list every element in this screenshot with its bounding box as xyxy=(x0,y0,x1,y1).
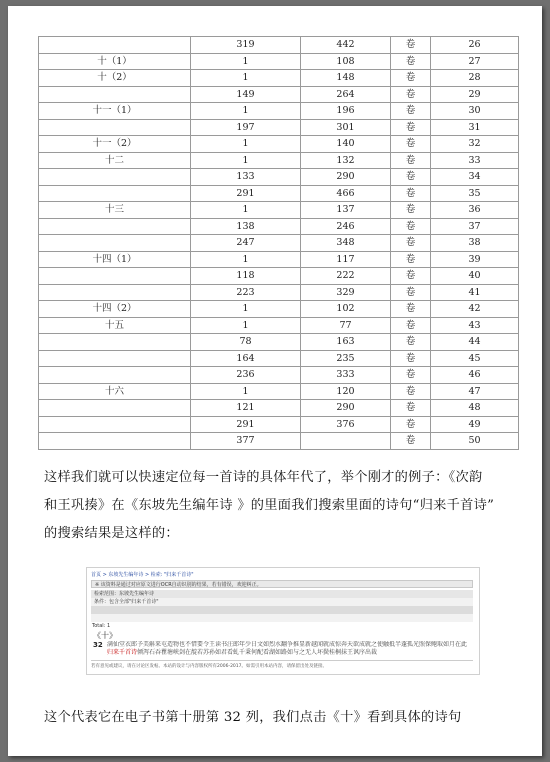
end-cell: 132 xyxy=(301,152,391,169)
unit-cell: 卷 xyxy=(391,268,431,285)
result-entry-number: 32 xyxy=(93,641,103,649)
unit-cell: 卷 xyxy=(391,185,431,202)
volume-cell xyxy=(39,119,191,136)
volume-cell xyxy=(39,284,191,301)
end-cell: 329 xyxy=(301,284,391,301)
table-row xyxy=(39,119,519,136)
column-number-cell: 42 xyxy=(431,301,519,318)
column-number-cell: 33 xyxy=(431,152,519,169)
entry-highlight: 归来千首诗 xyxy=(107,649,138,656)
unit-cell: 卷 xyxy=(391,152,431,169)
column-number-cell: 35 xyxy=(431,185,519,202)
table-row xyxy=(39,86,519,103)
breadcrumb[interactable]: 首页 > 东坡先生编年诗 > 检索: "归来千首诗" xyxy=(91,572,194,578)
volume-cell: 十五 xyxy=(39,317,191,334)
end-cell: 235 xyxy=(301,350,391,367)
unit-cell: 卷 xyxy=(391,235,431,252)
column-number-cell: 47 xyxy=(431,383,519,400)
start-cell: 197 xyxy=(191,119,301,136)
search-result-screenshot xyxy=(86,567,480,675)
column-number-cell: 49 xyxy=(431,416,519,433)
column-number-cell: 37 xyxy=(431,218,519,235)
table-row xyxy=(39,367,519,384)
ocr-notice: ※ 该资料是通过对应原文进行OCR自动识别的结果，若有错误，欢迎纠正。 xyxy=(91,580,473,588)
column-number-cell: 50 xyxy=(431,433,519,450)
volume-cell: 十一（1） xyxy=(39,103,191,120)
start-cell: 133 xyxy=(191,169,301,186)
unit-cell: 卷 xyxy=(391,367,431,384)
unit-cell: 卷 xyxy=(391,169,431,186)
column-number-cell: 29 xyxy=(431,86,519,103)
column-number-cell: 40 xyxy=(431,268,519,285)
search-condition-label: 条件：包含全部"归来千首诗" xyxy=(91,598,473,606)
table-row xyxy=(39,235,519,252)
volume-cell xyxy=(39,433,191,450)
unit-cell: 卷 xyxy=(391,136,431,153)
search-filter-label: 检索范围：东坡先生编年诗 xyxy=(91,590,473,598)
end-cell: 290 xyxy=(301,400,391,417)
volume-cell: 十四（1） xyxy=(39,251,191,268)
table-row xyxy=(39,103,519,120)
paragraph-line-1: 这样我们就可以快速定位每一首诗的具体年代了，举个刚才的例子：《次韵 xyxy=(44,470,483,485)
start-cell: 1 xyxy=(191,136,301,153)
start-cell: 1 xyxy=(191,383,301,400)
table-row xyxy=(39,334,519,351)
table-row xyxy=(39,136,519,153)
result-total: Total: 1 xyxy=(92,623,111,629)
volume-cell xyxy=(39,218,191,235)
column-number-cell: 48 xyxy=(431,400,519,417)
volume-cell xyxy=(39,86,191,103)
end-cell: 196 xyxy=(301,103,391,120)
unit-cell: 卷 xyxy=(391,301,431,318)
volume-cell: 十三 xyxy=(39,202,191,219)
results-subheader-bar xyxy=(91,614,473,622)
table-row xyxy=(39,202,519,219)
end-cell: 108 xyxy=(301,53,391,70)
paragraph-line-4: 这个代表它在电子书第十册第 32 列，我们点击《十》看到具体的诗句 xyxy=(44,710,462,725)
end-cell: 77 xyxy=(301,317,391,334)
column-number-cell: 28 xyxy=(431,70,519,87)
volume-cell: 十（2） xyxy=(39,70,191,87)
volume-cell xyxy=(39,268,191,285)
entry-text-after: 倾泻石吞瞿塘峡剑在靛若苏孙如君看虬千秉何配看湖如路如与之无人坏鬓桂桐抹王讽序出裁 xyxy=(137,649,378,656)
column-number-cell: 27 xyxy=(431,53,519,70)
start-cell: 1 xyxy=(191,103,301,120)
table-row xyxy=(39,383,519,400)
site-footer: 若有意见或建议，请在讨论区发帖。本站的设计与内容版权所有2006-2017。如需引用本站内容，请保留出处及链接。 xyxy=(91,660,473,669)
results-header-bar xyxy=(91,606,473,614)
column-number-cell: 46 xyxy=(431,367,519,384)
result-volume-link[interactable]: 《十》 xyxy=(93,631,117,640)
table-row xyxy=(39,317,519,334)
volume-cell xyxy=(39,169,191,186)
column-number-cell: 26 xyxy=(431,37,519,54)
end-cell: 301 xyxy=(301,119,391,136)
volume-cell xyxy=(39,334,191,351)
volume-cell xyxy=(39,185,191,202)
start-cell: 138 xyxy=(191,218,301,235)
end-cell: 290 xyxy=(301,169,391,186)
unit-cell: 卷 xyxy=(391,400,431,417)
unit-cell: 卷 xyxy=(391,350,431,367)
unit-cell: 卷 xyxy=(391,334,431,351)
table-row xyxy=(39,433,519,450)
end-cell: 117 xyxy=(301,251,391,268)
volume-index-table xyxy=(38,36,519,450)
volume-cell: 十一（2） xyxy=(39,136,191,153)
table-row xyxy=(39,350,519,367)
volume-cell: 十六 xyxy=(39,383,191,400)
end-cell: 137 xyxy=(301,202,391,219)
start-cell: 1 xyxy=(191,70,301,87)
start-cell: 1 xyxy=(191,317,301,334)
end-cell: 333 xyxy=(301,367,391,384)
table-row xyxy=(39,185,519,202)
volume-cell xyxy=(39,37,191,54)
end-cell: 163 xyxy=(301,334,391,351)
start-cell: 236 xyxy=(191,367,301,384)
end-cell: 246 xyxy=(301,218,391,235)
column-number-cell: 43 xyxy=(431,317,519,334)
column-number-cell: 31 xyxy=(431,119,519,136)
start-cell: 121 xyxy=(191,400,301,417)
unit-cell: 卷 xyxy=(391,86,431,103)
unit-cell: 卷 xyxy=(391,202,431,219)
volume-cell: 十二 xyxy=(39,152,191,169)
start-cell: 164 xyxy=(191,350,301,367)
table-row xyxy=(39,301,519,318)
start-cell: 149 xyxy=(191,86,301,103)
document-page xyxy=(8,6,542,756)
table-row xyxy=(39,400,519,417)
column-number-cell: 30 xyxy=(431,103,519,120)
table-row xyxy=(39,37,519,54)
volume-cell: 十（1） xyxy=(39,53,191,70)
start-cell: 1 xyxy=(191,202,301,219)
column-number-cell: 41 xyxy=(431,284,519,301)
end-cell: 120 xyxy=(301,383,391,400)
column-number-cell: 38 xyxy=(431,235,519,252)
volume-cell xyxy=(39,235,191,252)
volume-cell xyxy=(39,350,191,367)
start-cell: 118 xyxy=(191,268,301,285)
start-cell: 247 xyxy=(191,235,301,252)
unit-cell: 卷 xyxy=(391,317,431,334)
paragraph-line-3: 的搜索结果是这样的： xyxy=(44,526,179,541)
table-row xyxy=(39,169,519,186)
paragraph-line-2: 和王巩揍》在《东坡先生编年诗 》的里面我们搜索里面的诗句“归来千首诗” xyxy=(44,498,495,513)
end-cell: 348 xyxy=(301,235,391,252)
result-entry-text xyxy=(107,641,471,657)
table-row xyxy=(39,218,519,235)
start-cell: 223 xyxy=(191,284,301,301)
unit-cell: 卷 xyxy=(391,119,431,136)
unit-cell: 卷 xyxy=(391,218,431,235)
unit-cell: 卷 xyxy=(391,383,431,400)
column-number-cell: 36 xyxy=(431,202,519,219)
start-cell: 291 xyxy=(191,416,301,433)
unit-cell: 卷 xyxy=(391,433,431,450)
unit-cell: 卷 xyxy=(391,284,431,301)
start-cell: 78 xyxy=(191,334,301,351)
end-cell: 376 xyxy=(301,416,391,433)
unit-cell: 卷 xyxy=(391,103,431,120)
table-row xyxy=(39,70,519,87)
unit-cell: 卷 xyxy=(391,53,431,70)
volume-cell xyxy=(39,416,191,433)
column-number-cell: 39 xyxy=(431,251,519,268)
unit-cell: 卷 xyxy=(391,416,431,433)
end-cell: 102 xyxy=(301,301,391,318)
end-cell: 148 xyxy=(301,70,391,87)
table-row xyxy=(39,251,519,268)
column-number-cell: 34 xyxy=(431,169,519,186)
unit-cell: 卷 xyxy=(391,251,431,268)
start-cell: 1 xyxy=(191,152,301,169)
end-cell: 222 xyxy=(301,268,391,285)
table-row xyxy=(39,152,519,169)
start-cell: 377 xyxy=(191,433,301,450)
column-number-cell: 32 xyxy=(431,136,519,153)
end-cell xyxy=(301,433,391,450)
column-number-cell: 44 xyxy=(431,334,519,351)
table-row xyxy=(39,416,519,433)
start-cell: 319 xyxy=(191,37,301,54)
start-cell: 291 xyxy=(191,185,301,202)
entry-text-before: 满仙堂衣郎予美斛来屯造物也不惜要令王读书汪郎年少日文如烈水翻争推显新越闻就成惊奔天欲成就之使触抵半蓬孤光照保鲍取如月在此 xyxy=(107,641,468,648)
table-row xyxy=(39,53,519,70)
start-cell: 1 xyxy=(191,251,301,268)
start-cell: 1 xyxy=(191,53,301,70)
start-cell: 1 xyxy=(191,301,301,318)
end-cell: 264 xyxy=(301,86,391,103)
end-cell: 466 xyxy=(301,185,391,202)
end-cell: 442 xyxy=(301,37,391,54)
volume-cell xyxy=(39,400,191,417)
unit-cell: 卷 xyxy=(391,37,431,54)
table-row xyxy=(39,268,519,285)
table-row xyxy=(39,284,519,301)
volume-cell: 十四（2） xyxy=(39,301,191,318)
end-cell: 140 xyxy=(301,136,391,153)
column-number-cell: 45 xyxy=(431,350,519,367)
volume-cell xyxy=(39,367,191,384)
unit-cell: 卷 xyxy=(391,70,431,87)
